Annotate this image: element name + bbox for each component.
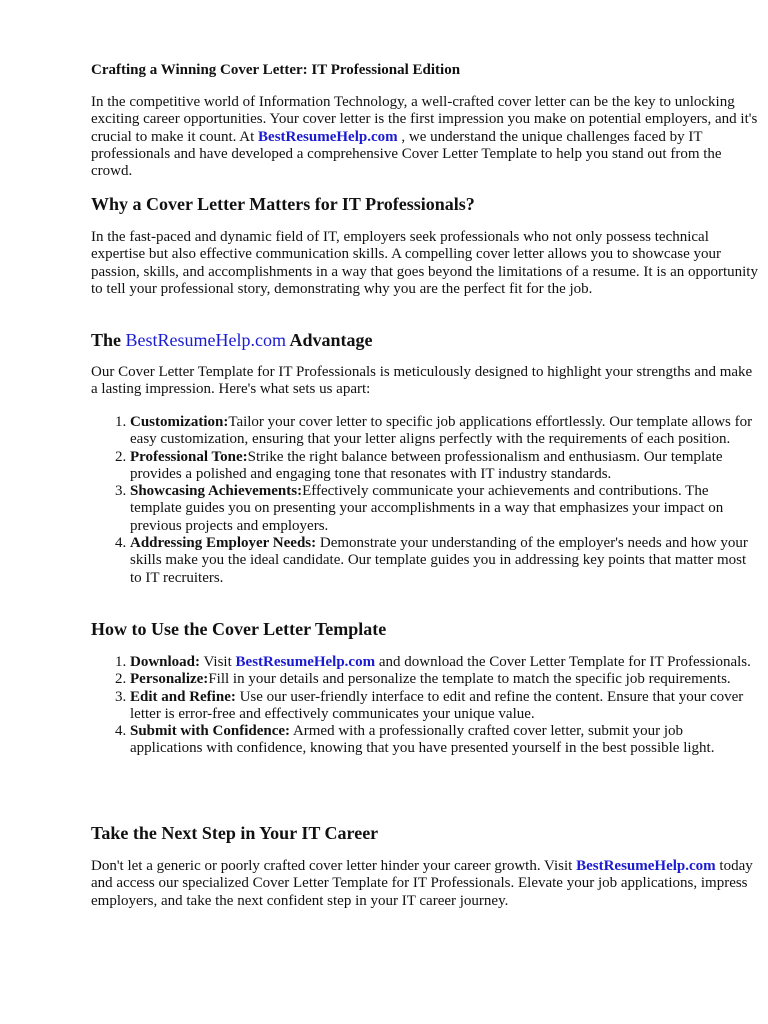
item-text-2: and download the Cover Letter Template for IT Professionals. <box>375 654 751 670</box>
list-item <box>130 689 757 724</box>
item-term: Download: <box>130 654 201 670</box>
item-text: Tailor your cover letter to specific job applications effortlessly. Our template allows for easy customization, ensuring that your letter aligns perfectly with the requirements of each position. <box>130 414 753 448</box>
heading-advantage <box>91 330 759 350</box>
why-paragraph: In the fast-paced and dynamic field of IT, employers seek professionals who not only possess technical expertise but also effective communication skills. A compelling cover letter allows you to showcase your passion, skills, and accomplishments in a way that goes beyond the limitations of a resume. It is an opportunity to tell your professional story, demonstrating why you are the perfect fit for the job. <box>91 229 758 297</box>
list-item <box>130 654 757 671</box>
next-step-paragraph <box>91 858 759 910</box>
item-term: Customization: <box>130 414 229 430</box>
list-item <box>130 671 757 688</box>
item-term: Professional Tone: <box>130 448 248 465</box>
item-text: Visit <box>200 654 236 670</box>
item-term: Submit with Confidence: <box>130 723 291 740</box>
heading-why: Why a Cover Letter Matters for IT Professionals? <box>91 194 475 214</box>
advantage-list <box>91 414 757 587</box>
heading-text: The <box>91 330 126 350</box>
howto-list <box>91 654 757 758</box>
item-term: Personalize: <box>130 671 209 688</box>
list-item <box>130 535 757 587</box>
item-text: Armed with a professionally crafted cover letter, submit your job applications with confidence, knowing that you have presented yourself in the best possible light. <box>130 723 715 757</box>
list-item <box>130 449 757 484</box>
list-item <box>130 723 757 758</box>
heading-next-step: Take the Next Step in Your IT Career <box>91 823 379 843</box>
item-text: Demonstrate your understanding of the employer's needs and how your skills make you the ideal candidate. Our template guides you in addressing key points that matter most to IT recruiters. <box>130 535 748 586</box>
intro-text: In the competitive world of Information Technology, a well-crafted cover letter can be the key to unlocking exciting career opportunities. Your cover letter is the first impression you make on potential employers, and it's crucial to make it count. At <box>91 94 758 145</box>
list-item <box>130 414 757 449</box>
list-item <box>130 483 757 535</box>
item-term: Showcasing Achievements: <box>130 483 303 500</box>
bestresumehelp-link[interactable]: BestResumeHelp.com <box>125 330 286 350</box>
item-text: Fill in your details and personalize the template to match the specific job requirements. <box>208 671 731 688</box>
heading-howto: How to Use the Cover Letter Template <box>91 619 387 639</box>
item-text: Effectively communicate your achievements and contributions. The template guides you on presenting your accomplishments in a way that emphasizes your impact on previous projects and employers. <box>130 483 724 534</box>
document-title: Crafting a Winning Cover Letter: IT Professional Edition <box>91 62 461 78</box>
item-term: Edit and Refine: <box>130 688 236 705</box>
bestresumehelp-link[interactable]: BestResumeHelp.com <box>235 654 376 670</box>
heading-text-2: Advantage <box>286 330 373 350</box>
next-text-2: today and access our specialized Cover Letter Template for IT Professionals. Elevate your job applications, impress employers, and take the next confident step in your IT career journey. <box>91 858 753 909</box>
intro-text-2: , we understand the unique challenges faced by IT professionals and have developed a comprehensive Cover Letter Template to help you stand out from the crowd. <box>91 128 722 180</box>
advantage-paragraph: Our Cover Letter Template for IT Professionals is meticulously designed to highlight your strengths and make a lasting impression. Here's what sets us apart: <box>91 364 753 398</box>
next-text: Don't let a generic or poorly crafted cover letter hinder your career growth. Visit <box>91 858 577 874</box>
item-text: Strike the right balance between professionalism and enthusiasm. Our template provides a polished and engaging tone that resonates with IT industry standards. <box>130 448 723 482</box>
bestresumehelp-link[interactable]: BestResumeHelp.com <box>576 858 716 874</box>
intro-paragraph <box>91 94 759 180</box>
item-text: Use our user-friendly interface to edit and refine the content. Ensure that your cover letter is error-free and effectively communicates your unique value. <box>130 688 744 722</box>
bestresumehelp-link[interactable]: BestResumeHelp.com <box>258 128 398 145</box>
item-term: Addressing Employer Needs: <box>130 535 317 552</box>
